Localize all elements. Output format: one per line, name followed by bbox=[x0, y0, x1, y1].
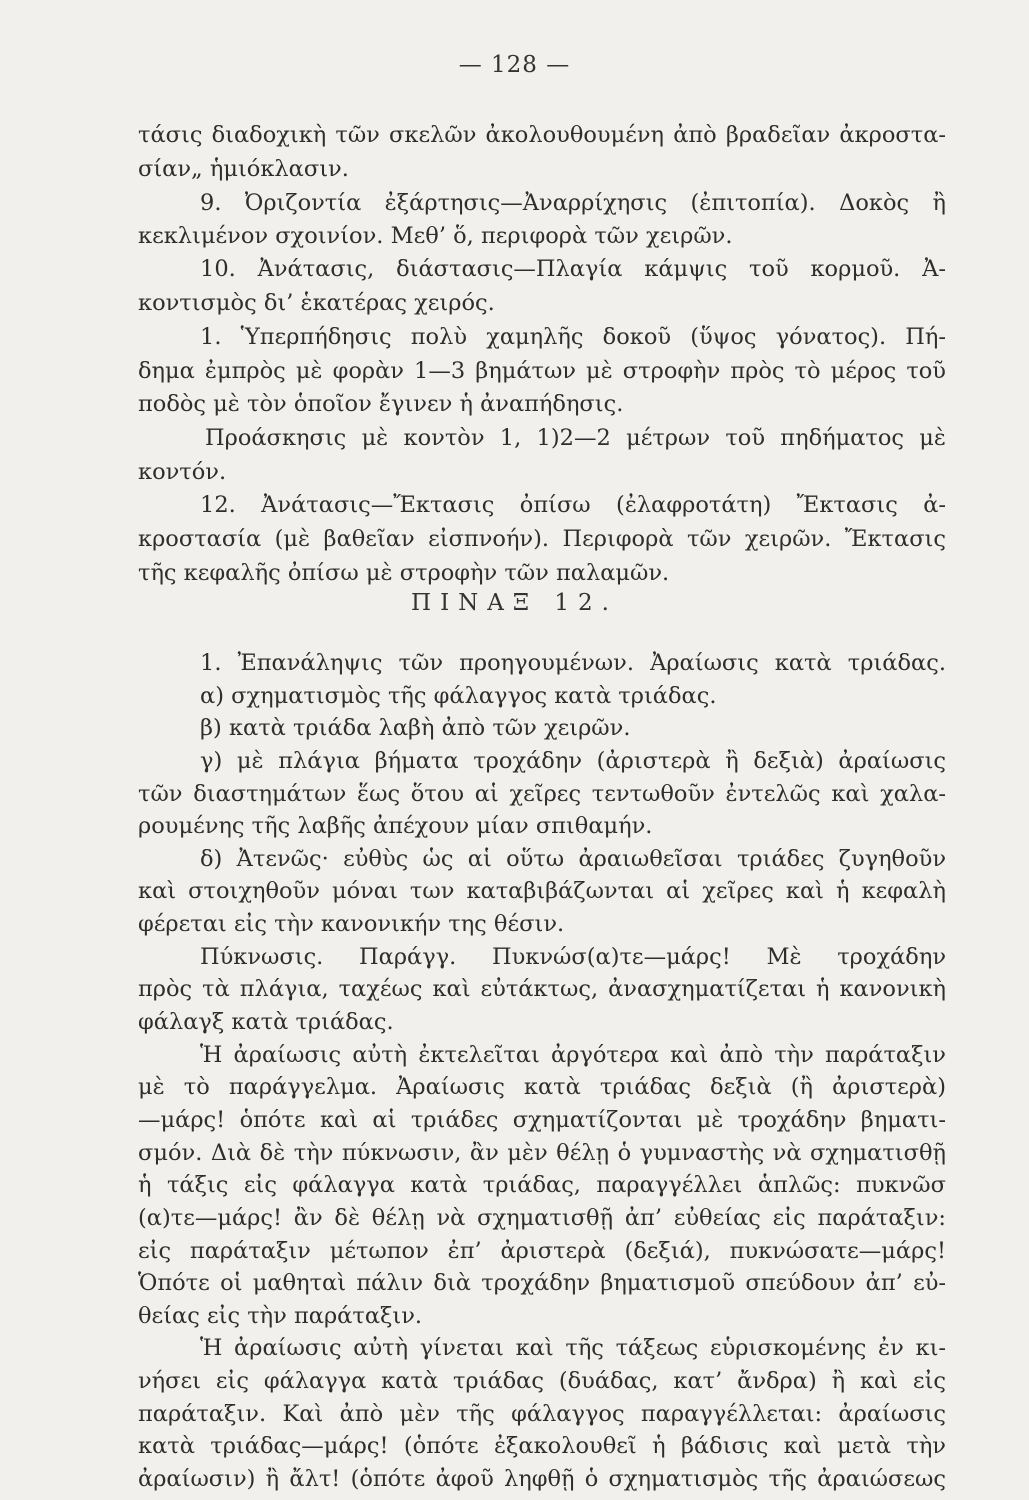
text-line: Προάσκησις μὲ κοντὸν 1, 1)2—2 μέτρων τοῦ πηδήματος μὲ bbox=[205, 425, 946, 451]
text-line: Ἡ ἀραίωσις αὐτὴ γίνεται καὶ τῆς τάξεως εὑρισκομένης ἐν κι- bbox=[200, 1335, 946, 1362]
text-line: α) σχηματισμὸς τῆς φάλαγγος κατὰ τριάδας. bbox=[200, 682, 717, 709]
text-line: κοντόν. bbox=[138, 459, 227, 485]
text-line: β) κατὰ τριάδα λαβὴ ἀπὸ τῶν χειρῶν. bbox=[200, 715, 631, 742]
text-line: φέρεται εἰς τὴν κανονικήν της θέσιν. bbox=[138, 911, 565, 938]
text-line: γ) μὲ πλάγια βήματα τροχάδην (ἀριστερὰ ἢ δεξιὰ) ἀραίωσις bbox=[200, 747, 946, 774]
text-line: 1. Ἐπανάληψις τῶν προηγουμένων. Ἀραίωσις κατὰ τριάδας. bbox=[200, 650, 946, 676]
text-line: τάσις διαδοχικὴ τῶν σκελῶν ἀκολουθουμένη ἀπὸ βραδεῖαν ἀκροστα- bbox=[138, 122, 946, 148]
text-line: εἰς παράταξιν μέτωπον ἐπ’ ἀριστερὰ (δεξιά), πυκνώσατε—μάρς! bbox=[138, 1237, 946, 1264]
text-line: Ὁπότε οἱ μαθηταὶ πάλιν διὰ τροχάδην βηματισμοῦ σπεύδουν ἀπ’ εὐ- bbox=[138, 1270, 946, 1297]
text-line: κεκλιμένον σχοινίον. Μεθ’ ὅ, περιφορὰ τῶν χειρῶν. bbox=[138, 223, 733, 249]
text-line: 9. Ὀριζοντία ἐξάρτησις—Ἀναρρίχησις (ἐπιτοπία). Δοκὸς ἢ bbox=[200, 190, 946, 216]
text-line: κατὰ τριάδας—μάρς! (ὁπότε ἐξακολουθεῖ ἡ βάδισις καὶ μετὰ τὴν bbox=[138, 1433, 946, 1460]
text-line: Πύκνωσις. Παράγγ. Πυκνώσ(α)τε—μάρς! Μὲ τροχάδην bbox=[200, 943, 946, 970]
text-line: θείας εἰς τὴν παράταξιν. bbox=[138, 1302, 423, 1329]
text-line: ἀραίωσιν) ἢ ἄλτ! (ὁπότε ἀφοῦ ληφθῇ ὁ σχηματισμὸς τῆς ἀραιώσεως bbox=[138, 1466, 946, 1492]
text-line: 10. Ἀνάτασις, διάστασις—Πλαγία κάμψις τοῦ κορμοῦ. Ἀ- bbox=[200, 256, 946, 282]
table-heading: ΠΙΝΑΞ 12. bbox=[411, 590, 618, 616]
text-line: 12. Ἀνάτασις—Ἔκτασις ὀπίσω (ἐλαφροτάτη) Ἔκτασις ἀ- bbox=[200, 492, 946, 518]
text-line: ρουμένης τῆς λαβῆς ἀπέχουν μίαν σπιθαμήν. bbox=[138, 813, 653, 840]
text-line: μὲ τὸ παράγγελμα. Ἀραίωσις κατὰ τριάδας δεξιὰ (ἢ ἀριστερὰ) bbox=[138, 1074, 946, 1101]
text-line: παράταξιν. Καὶ ἀπὸ μὲν τῆς φάλαγγος παραγγέλλεται: ἀραίωσις bbox=[138, 1400, 946, 1427]
text-line: τῶν διαστημάτων ἕως ὅτου αἱ χεῖρες τεντωθοῦν ἐντελῶς καὶ χαλα- bbox=[138, 780, 946, 807]
text-line: 1. Ὑπερπήδησις πολὺ χαμηλῆς δοκοῦ (ὕψος γόνατος). Πή- bbox=[200, 324, 946, 350]
text-line: σμόν. Διὰ δὲ τὴν πύκνωσιν, ἂν μὲν θέλῃ ὁ γυμναστὴς νὰ σχηματισθῇ bbox=[138, 1139, 946, 1166]
text-line: (α)τε—μάρς! ἂν δὲ θέλῃ νὰ σχηματισθῇ ἀπ’ εὐθείας εἰς παράταξιν: bbox=[138, 1204, 946, 1231]
text-line: κροστασία (μὲ βαθεῖαν εἰσπνοήν). Περιφορὰ τῶν χειρῶν. Ἔκτασις bbox=[138, 526, 946, 552]
text-line: τῆς κεφαλῆς ὀπίσω μὲ στροφὴν τῶν παλαμῶν. bbox=[138, 560, 670, 586]
text-line: —μάρς! ὁπότε καὶ αἱ τριάδες σχηματίζονται μὲ τροχάδην βηματι- bbox=[138, 1106, 946, 1133]
text-line: καὶ στοιχηθοῦν μόναι των καταβιβάζωνται αἱ χεῖρες καὶ ἡ κεφαλὴ bbox=[138, 878, 946, 905]
text-line: Ἡ ἀραίωσις αὐτὴ ἐκτελεῖται ἀργότερα καὶ ἀπὸ τὴν παράταξιν bbox=[200, 1041, 946, 1068]
text-line: κοντισμὸς δι’ ἑκατέρας χειρός. bbox=[138, 290, 495, 316]
text-line: νήσει εἰς φάλαγγα κατὰ τριάδας (δυάδας, κατ’ ἄνδρα) ἢ καὶ εἰς bbox=[138, 1368, 946, 1395]
page-number: — 128 — bbox=[458, 52, 571, 78]
text-line: δημα ἐμπρὸς μὲ φορὰν 1—3 βημάτων μὲ στροφὴν πρὸς τὸ μέρος τοῦ bbox=[138, 358, 946, 384]
text-line: ποδὸς μὲ τὸν ὁποῖον ἔγινεν ἡ ἀναπήδησις. bbox=[138, 391, 624, 417]
text-line: δ) Ἀτενῶς· εὐθὺς ὡς αἱ οὕτω ἀραιωθεῖσαι τριάδες ζυγηθοῦν bbox=[200, 845, 946, 872]
text-line: σίαν„ ἡμιόκλασιν. bbox=[138, 156, 349, 182]
text-line: πρὸς τὰ πλάγια, ταχέως καὶ εὐτάκτως, ἀνασχηματίζεται ἡ κανονικὴ bbox=[138, 976, 946, 1003]
text-line: ἡ τάξις εἰς φάλαγγα κατὰ τριάδας, παραγγέλλει ἁπλῶς: πυκνῶσ bbox=[138, 1172, 946, 1199]
text-line: φάλαγξ κατὰ τριάδας. bbox=[138, 1009, 394, 1036]
